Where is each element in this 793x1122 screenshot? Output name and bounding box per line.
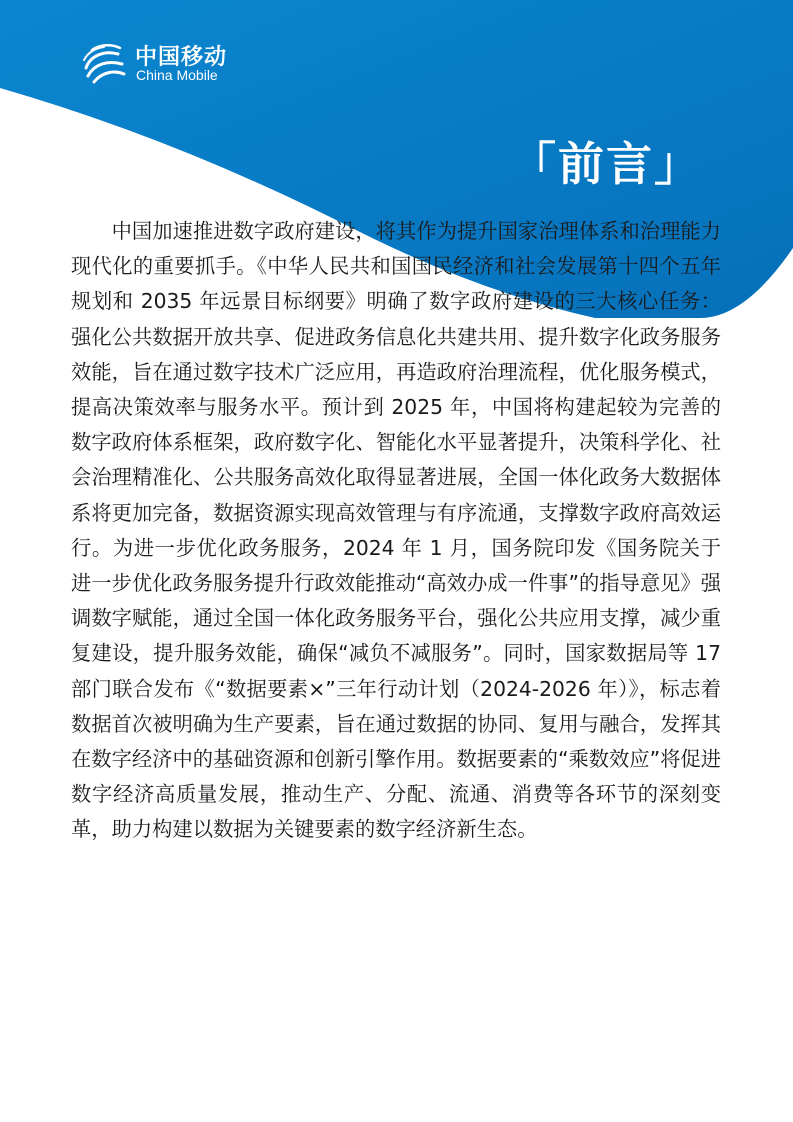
china-mobile-swirl-icon [80,38,130,88]
china-mobile-logo [80,38,240,88]
preface-paragraph: 中国加速推进数字政府建设，将其作为提升国家治理体系和治理能力现代化的重要抓手。《中华人民共和国国民经济和社会发展第十四个五年规划和 2035 年远景目标纲要》明确了数字政府建设的三大核心任务：强化公共数据开放共享、促进政务信息化共建共用、提升数字化政务服务效能，旨在通过数字技术广泛应用，再造政府治理流程，优化服务模式，提高决策效率与服务水平。预计到 2025 年，中国将构建起较为完善的数字政府体系框架，政府数字化、智能化水平显著提升，决策科学化、社会治理精准化、公共服务高效化取得显著进展，全国一体化政务大数据体系将更加完备，数据资源实现高效管理与有序流通，支撑数字政府高效运行。为进一步优化政务服务，2024 年 1 月，国务院印发《国务院关于进一步优化政务服务提升行政效能推动“高效办成一件事”的指导意见》强调数字赋能，通过全国一体化政务服务平台，强化公共应用支撑，减少重复建设，提升服务效能，确保“减负不减服务”。同时，国家数据局等 17 部门联合发布《“数据要素×”三年行动计划（2024-2026 年）》，标志着数据首次被明确为生产要素，旨在通过数据的协同、复用与融合，发挥其在数字经济中的基础资源和创新引擎作用。数据要素的“乘数效应”将促进数字经济高质量发展，推动生产、分配、流通、消费等各环节的深刻变革，助力构建以数据为关键要素的数字经济新生态。 [71,219,721,842]
logo-chinese-name: 中国移动 [135,45,228,70]
logo-english-name: China Mobile [136,67,218,83]
section-title: 「前言」 [510,137,702,191]
